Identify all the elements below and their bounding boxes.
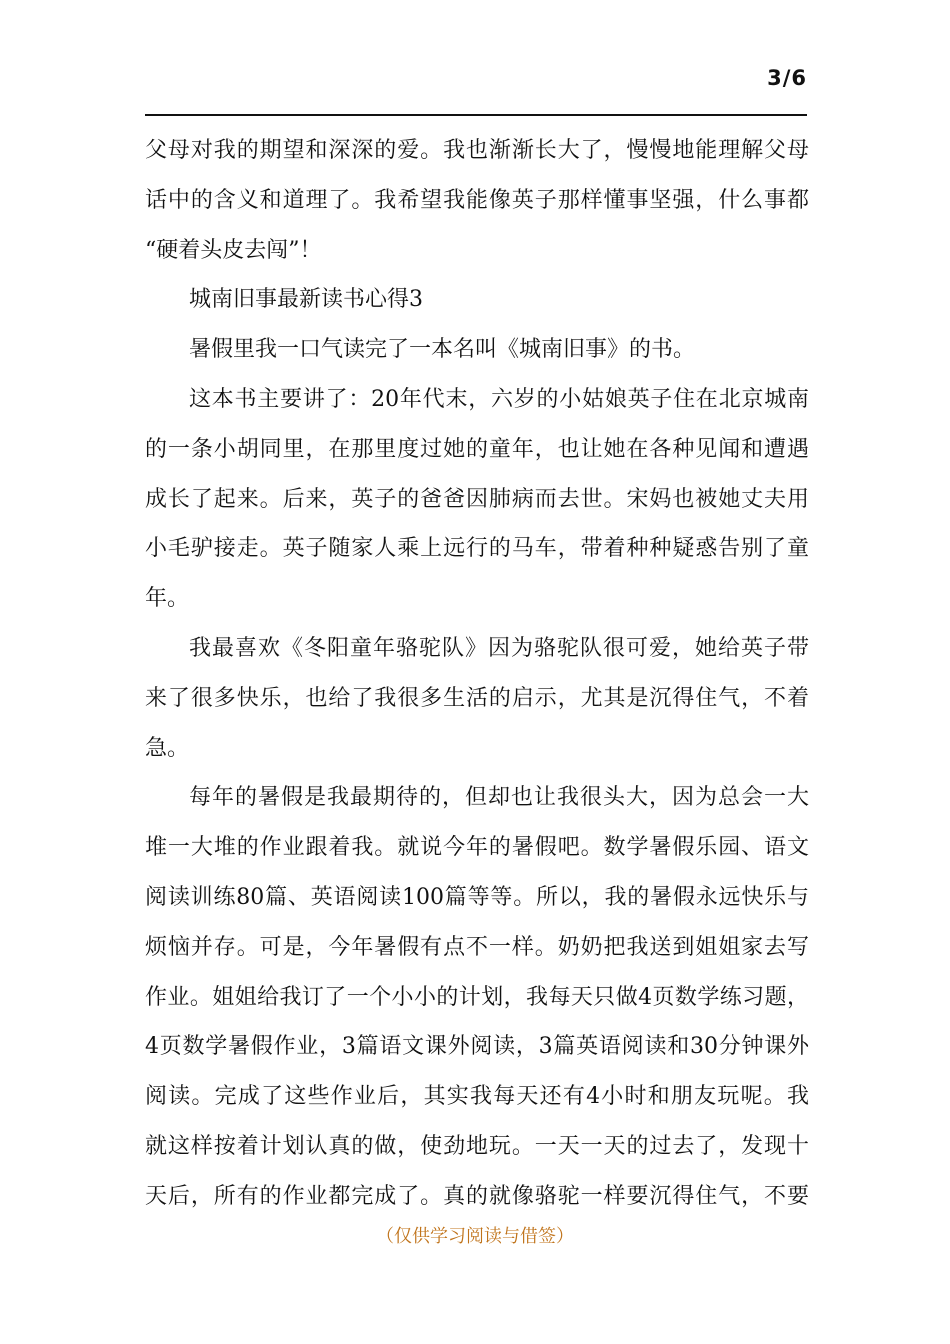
text-line: “硬着头皮去闯”！ — [145, 237, 322, 263]
text-line: 4页数学暑假作业，3篇语文课外阅读，3篇英语阅读和30分钟课外 — [145, 1034, 809, 1060]
text-line: 来了很多快乐，也给了我很多生活的启示，尤其是沉得住气，不着 — [145, 685, 809, 711]
header-divider — [145, 114, 807, 116]
text-line: 急。 — [145, 735, 190, 761]
text-line: 阅读。完成了这些作业后，其实我每天还有4小时和朋友玩呢。我 — [145, 1084, 809, 1110]
text-line: 天后，所有的作业都完成了。真的就像骆驼一样要沉得住气，不要 — [145, 1183, 809, 1209]
footer-note: （仅供学习阅读与借签） — [376, 1226, 574, 1247]
text-line: 烦恼并存。可是，今年暑假有点不一样。奶奶把我送到姐姐家去写 — [145, 934, 809, 960]
text-line: 堆一大堆的作业跟着我。就说今年的暑假吧。数学暑假乐园、语文 — [145, 835, 809, 861]
text-line: 小毛驴接走。英子随家人乘上远行的马车，带着种种疑惑告别了童 — [145, 536, 809, 562]
page-number: 3/6 — [767, 66, 807, 90]
text-line: 阅读训练80篇、英语阅读100篇等等。所以，我的暑假永远快乐与 — [145, 884, 809, 910]
text-line: 城南旧事最新读书心得3 — [189, 287, 423, 313]
text-line: 每年的暑假是我最期待的，但却也让我很头大，因为总会一大 — [189, 785, 809, 811]
text-line: 我最喜欢《冬阳童年骆驼队》因为骆驼队很可爱，她给英子带 — [189, 635, 809, 661]
text-line: 父母对我的期望和深深的爱。我也渐渐长大了，慢慢地能理解父母 — [145, 138, 809, 163]
text-line: 成长了起来。后来，英子的爸爸因肺病而去世。宋妈也被她丈夫用 — [145, 486, 809, 512]
text-line: 暑假里我一口气读完了一本名叫《城南旧事》的书。 — [189, 337, 696, 363]
text-line: 的一条小胡同里，在那里度过她的童年，也让她在各种见闻和遭遇 — [145, 436, 809, 462]
text-line: 这本书主要讲了：20年代末，六岁的小姑娘英子住在北京城南 — [189, 386, 809, 412]
text-line: 就这样按着计划认真的做，使劲地玩。一天一天的过去了，发现十 — [145, 1133, 809, 1159]
text-line: 作业。姐姐给我订了一个小小的计划，我每天只做4页数学练习题， — [145, 984, 809, 1010]
document-body — [145, 126, 809, 1222]
text-line: 年。 — [145, 586, 190, 612]
text-line: 话中的含义和道理了。我希望我能像英子那样懂事坚强，什么事都 — [145, 187, 809, 213]
